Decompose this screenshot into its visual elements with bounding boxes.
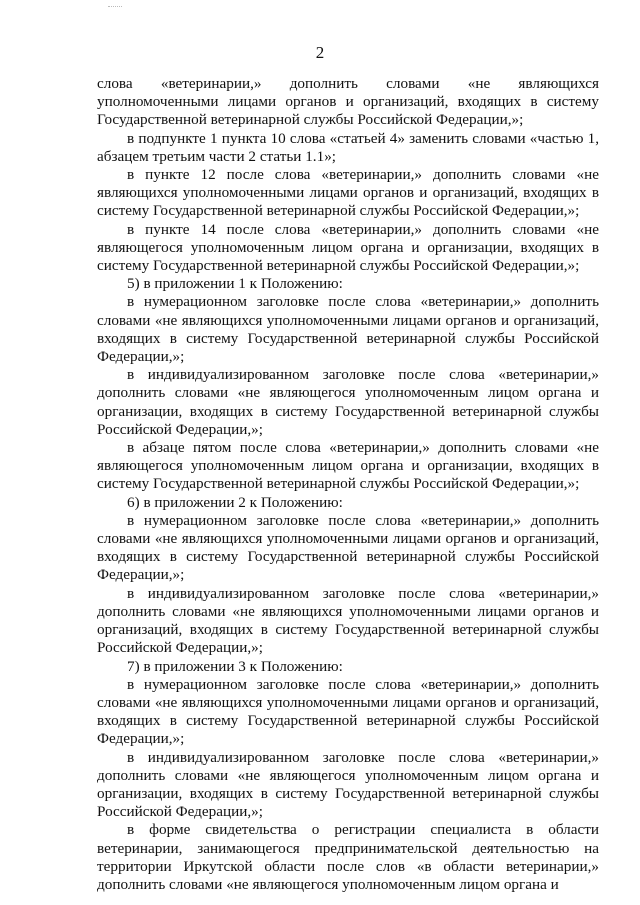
scan-artifact [108, 6, 122, 8]
paragraph: в нумерационном заголовке после слова «ветеринарии,» дополнить словами «не являющихся уполномоченными лицами органов и организаций, входящих в систему Государственной ветеринарной службы Российской Федерации,»; [97, 511, 599, 584]
paragraph: в подпункте 1 пункта 10 слова «статьей 4» заменить словами «частью 1, абзацем третьим части 2 статьи 1.1»; [97, 129, 599, 165]
paragraph: в пункте 12 после слова «ветеринарии,» дополнить словами «не являющихся уполномоченными лицами органов и организаций, входящих в систему Государственной ветеринарной службы Российской Федерации,»; [97, 166, 599, 220]
paragraph: в индивидуализированном заголовке после слова «ветеринарии,» дополнить словами «не являющихся уполномоченными лицами органов и организаций, входящих в систему Государственной ветеринарной службы Российской Федерации,»; [97, 584, 599, 657]
paragraph: в форме свидетельства о регистрации специалиста в области ветеринарии, занимающегося предпринимательской деятельностью на территории Иркутской области после слов «в области ветеринарии,» дополнить словами «не являющегося уполномоченным лицом органа и [97, 821, 599, 893]
paragraph: слова «ветеринарии,» дополнить словами «не являющихся уполномоченными лицами органов и организаций, входящих в систему Государственной ветеринарной службы Российской Федерации,»; [97, 75, 599, 129]
paragraph: в нумерационном заголовке после слова «ветеринарии,» дополнить словами «не являющихся уполномоченными лицами органов и организаций, входящих в систему Государственной ветеринарной службы Российской Федерации,»; [97, 675, 599, 748]
paragraph: в индивидуализированном заголовке после слова «ветеринарии,» дополнить словами «не являющегося уполномоченным лицом органа и организации, входящих в систему Государственной ветеринарной службы Российской Федерации,»; [97, 366, 599, 438]
section-heading: 5) в приложении 1 к Положению: [127, 275, 343, 293]
paragraph: в нумерационном заголовке после слова «ветеринарии,» дополнить словами «не являющихся уполномоченными лицами органов и организаций, входящих в систему Государственной ветеринарной службы Российской Федерации,»; [97, 293, 599, 366]
document-body [97, 75, 599, 894]
section-heading: 7) в приложении 3 к Положению: [127, 657, 343, 675]
page-number: 2 [315, 43, 325, 62]
paragraph: в абзаце пятом после слова «ветеринарии,» дополнить словами «не являющегося уполномоченным лицом органа и организации, входящих в систему Государственной ветеринарной службы Российской Федерации,»; [97, 439, 599, 493]
paragraph: в пункте 14 после слова «ветеринарии,» дополнить словами «не являющегося уполномоченным лицом органа и организации, входящих в систему Государственной ветеринарной службы Российской Федерации,»; [97, 220, 599, 275]
paragraph: в индивидуализированном заголовке после слова «ветеринарии,» дополнить словами «не являющегося уполномоченным лицом органа и организации, входящих в систему Государственной ветеринарной службы Российской Федерации,»; [97, 748, 599, 821]
section-heading: 6) в приложении 2 к Положению: [127, 493, 343, 511]
